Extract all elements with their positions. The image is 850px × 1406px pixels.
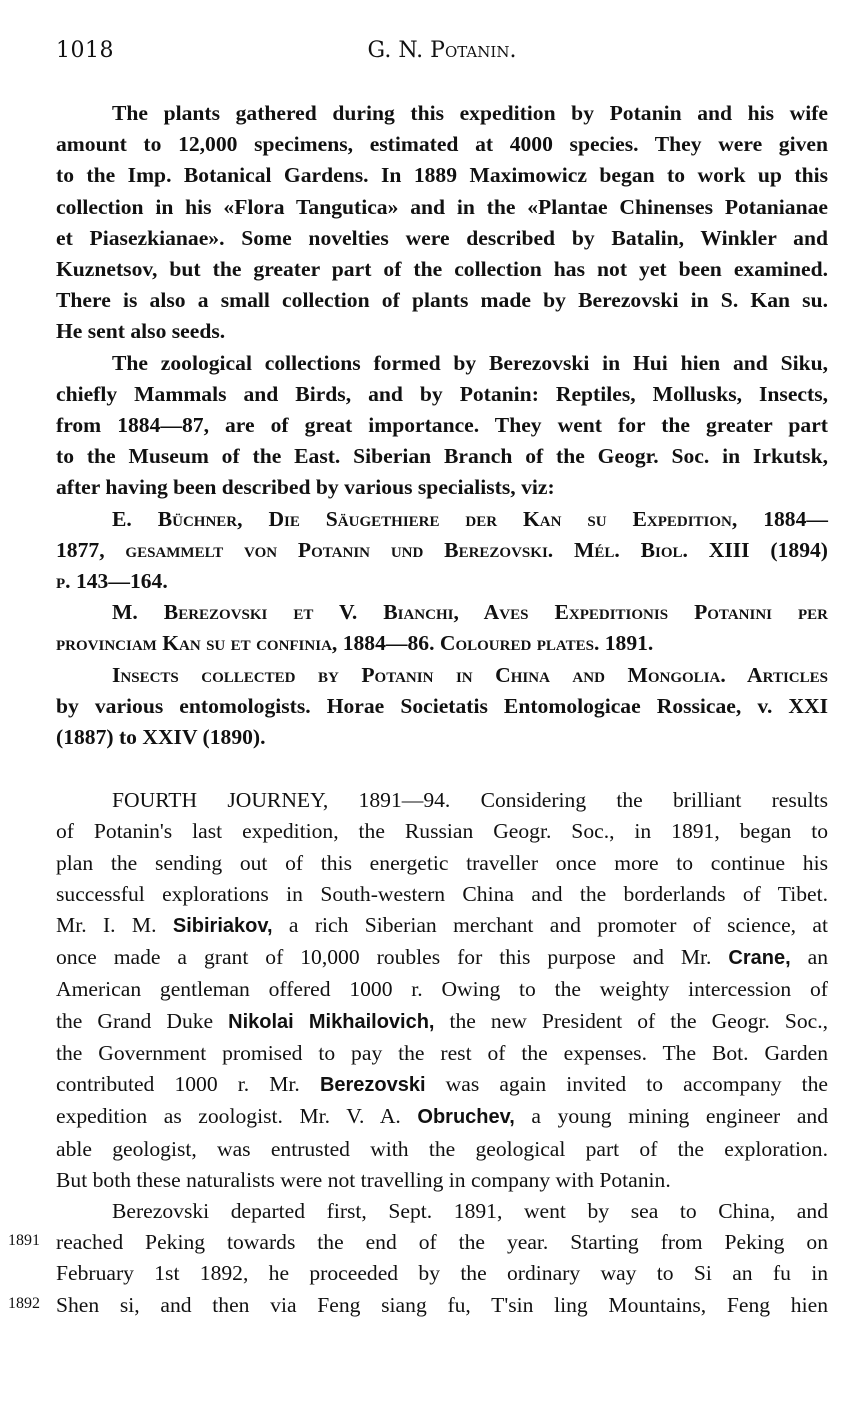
- text-line: February 1st 1892, he proceeded by the ordinary way to Si an fu in: [56, 1261, 828, 1286]
- text-line: [56, 910, 828, 942]
- text-line: The zoological collections formed by Berezovski in Hui hien and Siku,: [112, 350, 828, 375]
- text-segment: once made a grant of 10,000 roubles for this purpose and Mr.: [56, 945, 729, 970]
- text-line: successful explorations in South-western China and the borderlands of Tibet.: [56, 881, 828, 906]
- text-line: 1877, gesammelt von Potanin und Berezovski. Mél. Biol. XIII (1894): [56, 537, 828, 562]
- text-line: [56, 1101, 828, 1133]
- text-line: after having been described by various specialists, viz:: [56, 475, 555, 500]
- reference-berezovski-bianchi: [56, 597, 828, 659]
- person-name: Obruchev,: [417, 1106, 515, 1129]
- paragraph-fourth-journey: [56, 785, 828, 1196]
- text-line: Insects collected by Potanin in China and Mongolia. Articles: [112, 662, 828, 687]
- margin-year-note: 1892: [8, 1295, 40, 1312]
- text-line: plan the sending out of this energetic traveller once more to continue his: [56, 850, 828, 875]
- paragraph-plants: [56, 98, 828, 348]
- paragraph-zoology: [56, 348, 828, 504]
- text-line: He sent also seeds.: [56, 319, 226, 344]
- text-line: to the Museum of the East. Siberian Branch of the Geogr. Soc. in Irkutsk,: [56, 444, 828, 469]
- text-segment: Mr. I. M.: [56, 913, 173, 938]
- text-segment: a young mining engineer and: [514, 1104, 828, 1129]
- running-head: G. N. Potanin.: [367, 38, 517, 63]
- text-line: (1887) to XXIV (1890).: [56, 725, 266, 750]
- paragraph-berezovski-route: [56, 1196, 828, 1321]
- text-line: Shen si, and then via Feng siang fu, T'sin ling Mountains, Feng hien: [56, 1292, 828, 1317]
- text-segment: expedition as zoologist. Mr. V. A.: [56, 1104, 418, 1129]
- text-line: American gentleman offered 1000 r. Owing to the weighty intercession of: [56, 977, 828, 1002]
- text-line: But both these naturalists were not travelling in company with Potanin.: [56, 1167, 671, 1192]
- person-name: Nikolai Mikhailovich,: [228, 1010, 435, 1033]
- text-line: collection in his «Flora Tangutica» and in the «Plantae Chinenses Potanianae: [56, 194, 828, 219]
- text-line: Kuznetsov, but the greater part of the collection has not yet been examined.: [56, 257, 828, 282]
- text-segment: an: [790, 945, 829, 970]
- text-line: et Piasezkianae». Some novelties were described by Batalin, Winkler and: [56, 225, 828, 250]
- person-name: Berezovski: [319, 1074, 426, 1097]
- person-name: Crane,: [728, 947, 791, 970]
- text-line: reached Peking towards the end of the year. Starting from Peking on: [56, 1230, 828, 1255]
- page-body: [56, 98, 828, 1321]
- text-line: to the Imp. Botanical Gardens. In 1889 Maximowicz began to work up this: [56, 163, 828, 188]
- text-line: chiefly Mammals and Birds, and by Potanin: Reptiles, Mollusks, Insects,: [56, 381, 828, 406]
- text-line: E. Büchner, Die Säugethiere der Kan su Expedition, 1884—: [112, 506, 828, 531]
- text-line: [56, 1006, 828, 1038]
- reference-insects: [56, 660, 828, 754]
- text-line: provinciam Kan su et confinia, 1884—86. Coloured plates. 1891.: [56, 631, 654, 656]
- text-segment: was again invited to accompany the: [425, 1072, 828, 1097]
- text-line: The plants gathered during this expedition by Potanin and his wife: [112, 101, 828, 125]
- text-line: by various entomologists. Horae Societatis Entomologicae Rossicae, v. XXI: [56, 693, 828, 718]
- person-name: Sibiriakov,: [172, 915, 273, 938]
- page-number: 1018: [56, 38, 114, 63]
- text-line: FOURTH JOURNEY, 1891—94. Considering the brilliant results: [112, 788, 828, 813]
- text-line: of Potanin's last expedition, the Russian Geogr. Soc., in 1891, began to: [56, 819, 828, 844]
- text-line: M. Berezovski et V. Bianchi, Aves Expeditionis Potanini per: [112, 600, 828, 625]
- section-gap: [56, 753, 828, 785]
- text-line: [56, 942, 828, 974]
- text-line: from 1884—87, are of great importance. They went for the greater part: [56, 413, 828, 438]
- text-segment: contributed 1000 r. Mr.: [56, 1072, 320, 1097]
- page-header: [56, 38, 828, 74]
- text-segment: a rich Siberian merchant and promoter of science, at: [272, 913, 829, 938]
- text-line: p. 143—164.: [56, 569, 168, 594]
- text-segment: the new President of the Geogr. Soc.,: [434, 1008, 829, 1033]
- text-line: [56, 1069, 828, 1101]
- text-line: There is also a small collection of plants made by Berezovski in S. Kan su.: [56, 288, 828, 313]
- margin-year-note: 1891: [8, 1232, 40, 1249]
- text-line: Berezovski departed first, Sept. 1891, went by sea to China, and: [112, 1198, 828, 1223]
- text-segment: the Grand Duke: [56, 1008, 229, 1033]
- text-line: able geologist, was entrusted with the geological part of the exploration.: [56, 1136, 828, 1161]
- reference-buchner: [56, 504, 828, 598]
- text-line: the Government promised to pay the rest of the expenses. The Bot. Garden: [56, 1040, 828, 1065]
- text-line: amount to 12,000 specimens, estimated at 4000 species. They were given: [56, 132, 828, 157]
